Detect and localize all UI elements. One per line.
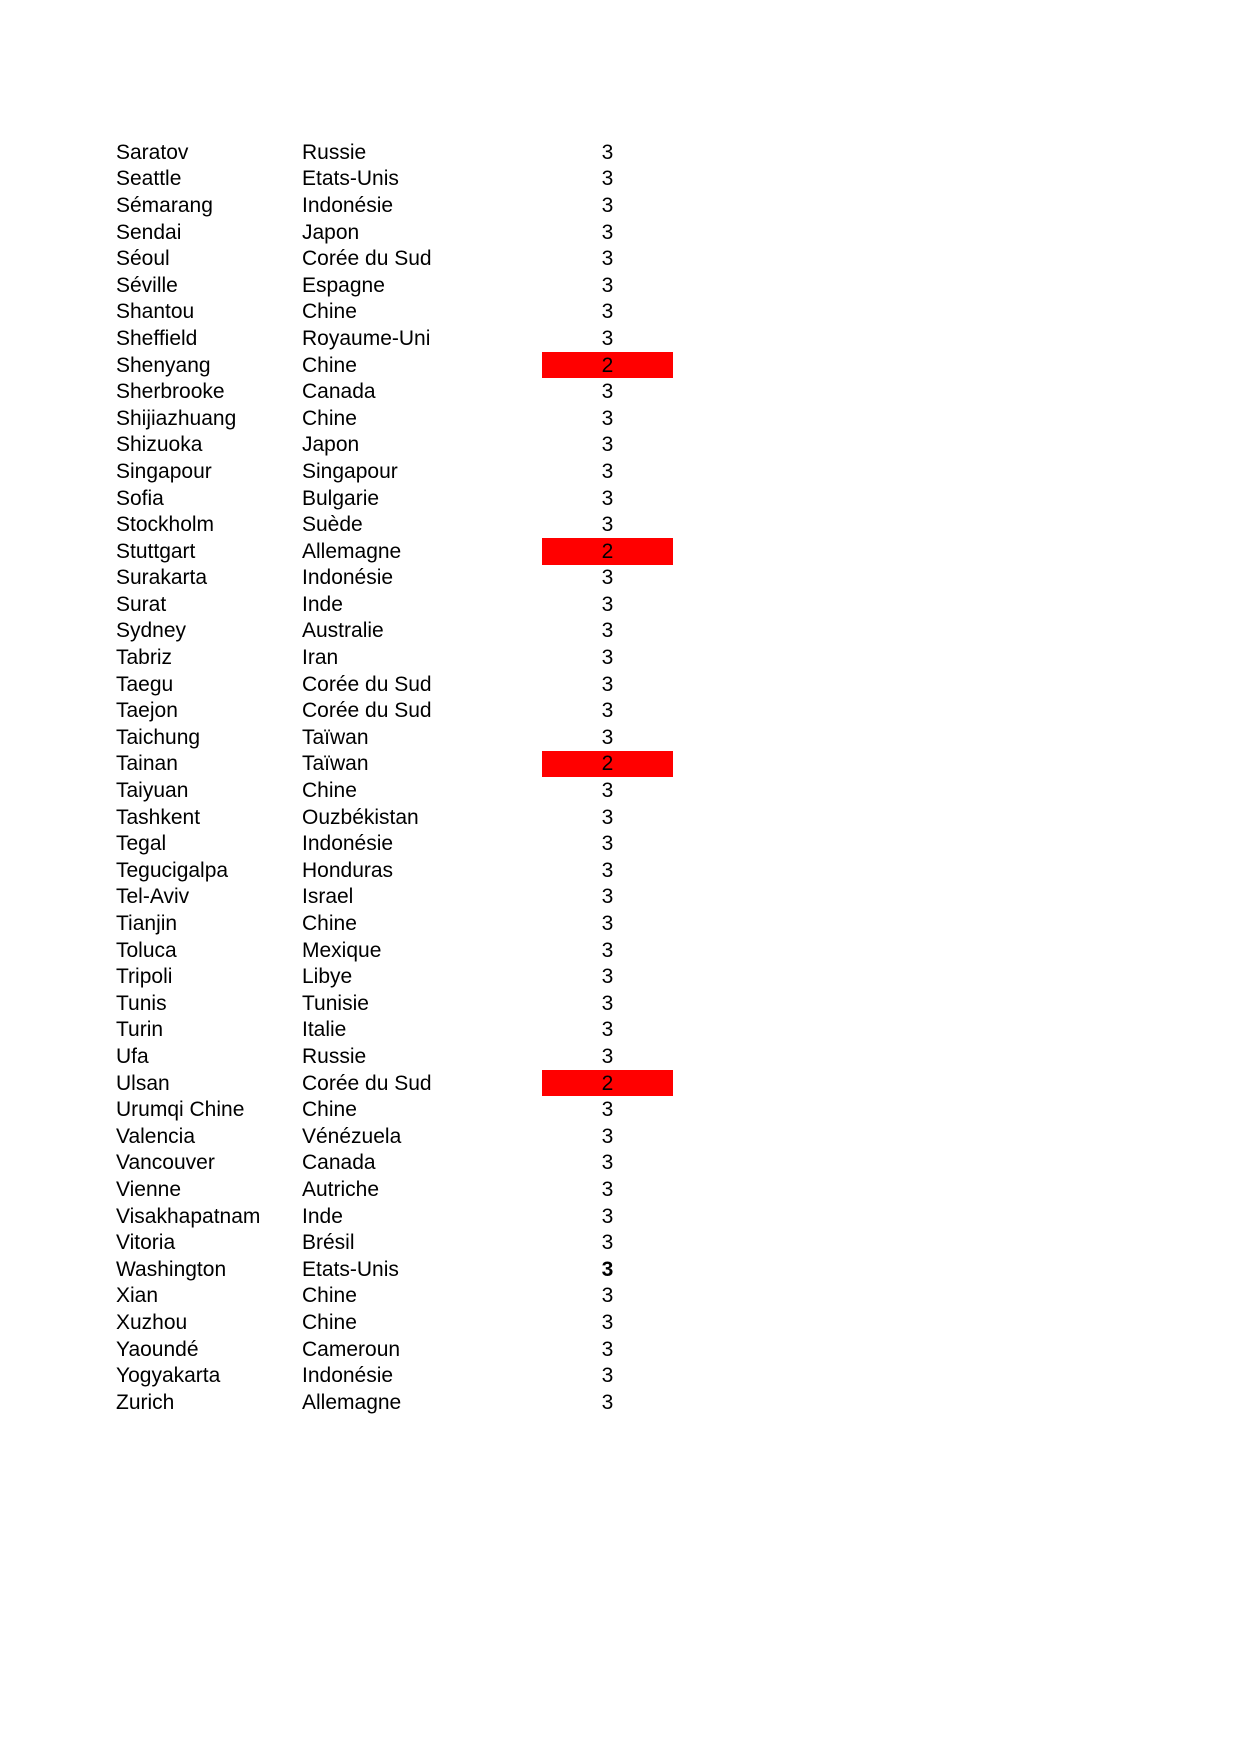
country-cell: Taïwan <box>302 725 369 749</box>
country-cell: Indonésie <box>302 832 394 856</box>
country-cell: Libye <box>302 965 353 989</box>
country-cell: Honduras <box>302 858 394 882</box>
table-row <box>0 751 1241 778</box>
table-row <box>0 1123 1241 1150</box>
city-cell: Shantou <box>116 300 195 324</box>
value-cell: 3 <box>601 1204 614 1228</box>
table-row <box>0 538 1241 565</box>
country-cell: Chine <box>302 353 357 377</box>
country-cell: Italie <box>302 1018 347 1042</box>
value-cell: 3 <box>601 1257 614 1281</box>
table-row <box>0 910 1241 937</box>
city-cell: Saratov <box>116 140 189 164</box>
city-cell: Yaoundé <box>116 1337 199 1361</box>
city-cell: Taegu <box>116 672 174 696</box>
country-cell: Suède <box>302 513 363 537</box>
city-cell: Vancouver <box>116 1151 215 1175</box>
country-cell: Chine <box>302 912 357 936</box>
value-cell: 2 <box>542 538 673 565</box>
table-row <box>0 219 1241 246</box>
value-cell: 3 <box>601 1177 614 1201</box>
country-cell: Chine <box>302 1310 357 1334</box>
city-cell: Washington <box>116 1257 227 1281</box>
city-cell: Turin <box>116 1018 164 1042</box>
table-row <box>0 990 1241 1017</box>
table-row <box>0 697 1241 724</box>
table-row <box>0 1309 1241 1336</box>
table-row <box>0 245 1241 272</box>
country-cell: Autriche <box>302 1177 380 1201</box>
country-cell: Japon <box>302 220 360 244</box>
table-row <box>0 644 1241 671</box>
value-cell: 3 <box>601 433 614 457</box>
city-cell: Tripoli <box>116 965 173 989</box>
table-row <box>0 1203 1241 1230</box>
value-cell: 3 <box>601 1044 614 1068</box>
country-cell: Australie <box>302 619 384 643</box>
city-cell: Taejon <box>116 699 178 723</box>
value-cell: 3 <box>601 885 614 909</box>
city-cell: Tabriz <box>116 646 173 670</box>
value-cell: 3 <box>601 459 614 483</box>
table-row <box>0 777 1241 804</box>
table-row <box>0 192 1241 219</box>
table-row <box>0 325 1241 352</box>
city-cell: Visakhapatnam <box>116 1204 261 1228</box>
value-cell: 3 <box>601 699 614 723</box>
city-cell: Sherbrooke <box>116 380 225 404</box>
city-cell: Tashkent <box>116 805 201 829</box>
city-cell: Ulsan <box>116 1071 170 1095</box>
city-cell: Vienne <box>116 1177 182 1201</box>
value-cell: 3 <box>601 965 614 989</box>
city-cell: Toluca <box>116 938 177 962</box>
country-cell: Taïwan <box>302 752 369 776</box>
value-cell: 3 <box>601 592 614 616</box>
value-cell: 3 <box>601 247 614 271</box>
city-cell: Stuttgart <box>116 539 196 563</box>
country-cell: Indonésie <box>302 1364 394 1388</box>
city-cell: Xian <box>116 1284 159 1308</box>
table-row <box>0 166 1241 193</box>
table-row <box>0 804 1241 831</box>
value-cell: 3 <box>601 1124 614 1148</box>
table-row <box>0 432 1241 459</box>
value-cell: 3 <box>601 140 614 164</box>
city-cell: Sheffield <box>116 326 198 350</box>
city-cell: Tegal <box>116 832 167 856</box>
country-cell: Corée du Sud <box>302 247 432 271</box>
city-cell: Ufa <box>116 1044 149 1068</box>
city-cell: Tunis <box>116 991 167 1015</box>
country-cell: Russie <box>302 1044 367 1068</box>
city-cell: Shizuoka <box>116 433 203 457</box>
table-row <box>0 1389 1241 1416</box>
table-row <box>0 272 1241 299</box>
value-cell: 3 <box>601 1337 614 1361</box>
city-cell: Tainan <box>116 752 178 776</box>
city-cell: Surat <box>116 592 167 616</box>
country-cell: Chine <box>302 406 357 430</box>
table-row <box>0 830 1241 857</box>
value-cell: 3 <box>601 646 614 670</box>
value-cell: 3 <box>601 1231 614 1255</box>
country-cell: Chine <box>302 1098 357 1122</box>
city-cell: Seattle <box>116 167 182 191</box>
country-cell: Tunisie <box>302 991 369 1015</box>
table-row <box>0 1070 1241 1097</box>
country-cell: Israel <box>302 885 354 909</box>
country-cell: Canada <box>302 380 376 404</box>
value-cell: 3 <box>601 779 614 803</box>
table-row <box>0 1096 1241 1123</box>
table-row <box>0 591 1241 618</box>
table-row <box>0 1150 1241 1177</box>
city-table <box>0 139 1241 1416</box>
value-cell: 3 <box>601 1151 614 1175</box>
value-cell: 3 <box>601 326 614 350</box>
country-cell: Corée du Sud <box>302 699 432 723</box>
city-cell: Yogyakarta <box>116 1364 221 1388</box>
value-cell: 3 <box>601 672 614 696</box>
country-cell: Bulgarie <box>302 486 380 510</box>
value-cell: 3 <box>601 1364 614 1388</box>
value-cell: 3 <box>601 1390 614 1414</box>
table-row <box>0 378 1241 405</box>
value-cell: 2 <box>542 751 673 778</box>
value-cell: 3 <box>601 406 614 430</box>
country-cell: Russie <box>302 140 367 164</box>
city-cell: Shenyang <box>116 353 211 377</box>
city-cell: Séoul <box>116 247 170 271</box>
value-cell: 3 <box>601 300 614 324</box>
country-cell: Inde <box>302 1204 343 1228</box>
table-row <box>0 1256 1241 1283</box>
table-row <box>0 565 1241 592</box>
table-row <box>0 352 1241 379</box>
country-cell: Indonésie <box>302 566 394 590</box>
city-cell: Taichung <box>116 725 201 749</box>
city-cell: Shijiazhuang <box>116 406 237 430</box>
city-cell: Vitoria <box>116 1231 176 1255</box>
value-cell: 3 <box>601 619 614 643</box>
country-cell: Etats-Unis <box>302 167 399 191</box>
country-cell: Canada <box>302 1151 376 1175</box>
value-cell: 3 <box>601 858 614 882</box>
table-row <box>0 618 1241 645</box>
table-row <box>0 963 1241 990</box>
city-cell: Valencia <box>116 1124 195 1148</box>
table-row <box>0 884 1241 911</box>
value-cell: 3 <box>601 912 614 936</box>
value-cell: 3 <box>601 167 614 191</box>
country-cell: Espagne <box>302 273 385 297</box>
country-cell: Corée du Sud <box>302 672 432 696</box>
table-row <box>0 937 1241 964</box>
country-cell: Cameroun <box>302 1337 401 1361</box>
table-row <box>0 1229 1241 1256</box>
table-row <box>0 511 1241 538</box>
value-cell: 3 <box>601 1284 614 1308</box>
table-row <box>0 857 1241 884</box>
country-cell: Chine <box>302 1284 357 1308</box>
country-cell: Singapour <box>302 459 398 483</box>
country-cell: Iran <box>302 646 339 670</box>
value-cell: 3 <box>601 805 614 829</box>
table-row <box>0 724 1241 751</box>
city-cell: Tegucigalpa <box>116 858 229 882</box>
country-cell: Allemagne <box>302 539 402 563</box>
table-row <box>0 299 1241 326</box>
table-row <box>0 1362 1241 1389</box>
table-row <box>0 1017 1241 1044</box>
country-cell: Etats-Unis <box>302 1257 399 1281</box>
country-cell: Mexique <box>302 938 382 962</box>
city-cell: Zurich <box>116 1390 175 1414</box>
value-cell: 2 <box>542 1070 673 1097</box>
value-cell: 3 <box>601 991 614 1015</box>
table-row <box>0 405 1241 432</box>
city-cell: Tel-Aviv <box>116 885 190 909</box>
value-cell: 3 <box>601 1310 614 1334</box>
value-cell: 3 <box>601 566 614 590</box>
value-cell: 2 <box>542 352 673 379</box>
table-row <box>0 458 1241 485</box>
value-cell: 3 <box>601 273 614 297</box>
value-cell: 3 <box>601 832 614 856</box>
value-cell: 3 <box>601 486 614 510</box>
value-cell: 3 <box>601 380 614 404</box>
city-cell: Singapour <box>116 459 212 483</box>
table-row <box>0 139 1241 166</box>
value-cell: 3 <box>601 513 614 537</box>
value-cell: 3 <box>601 220 614 244</box>
table-row <box>0 1176 1241 1203</box>
city-cell: Sydney <box>116 619 187 643</box>
country-cell: Chine <box>302 300 357 324</box>
value-cell: 3 <box>601 938 614 962</box>
city-cell: Taiyuan <box>116 779 189 803</box>
city-cell: Sofia <box>116 486 164 510</box>
table-row <box>0 485 1241 512</box>
country-cell: Corée du Sud <box>302 1071 432 1095</box>
city-cell: Surakarta <box>116 566 208 590</box>
country-cell: Allemagne <box>302 1390 402 1414</box>
country-cell: Vénézuela <box>302 1124 402 1148</box>
city-cell: Séville <box>116 273 178 297</box>
value-cell: 3 <box>601 1018 614 1042</box>
city-cell: Sendai <box>116 220 182 244</box>
country-cell: Royaume-Uni <box>302 326 431 350</box>
value-cell: 3 <box>601 725 614 749</box>
city-cell: Stockholm <box>116 513 215 537</box>
value-cell: 3 <box>601 1098 614 1122</box>
table-row <box>0 1043 1241 1070</box>
country-cell: Brésil <box>302 1231 355 1255</box>
city-cell: Urumqi Chine <box>116 1098 245 1122</box>
country-cell: Japon <box>302 433 360 457</box>
country-cell: Chine <box>302 779 357 803</box>
city-cell: Tianjin <box>116 912 178 936</box>
table-row <box>0 671 1241 698</box>
city-cell: Xuzhou <box>116 1310 188 1334</box>
country-cell: Inde <box>302 592 343 616</box>
city-cell: Sémarang <box>116 193 213 217</box>
value-cell: 3 <box>601 193 614 217</box>
table-row <box>0 1283 1241 1310</box>
table-row <box>0 1336 1241 1363</box>
country-cell: Ouzbékistan <box>302 805 419 829</box>
country-cell: Indonésie <box>302 193 394 217</box>
